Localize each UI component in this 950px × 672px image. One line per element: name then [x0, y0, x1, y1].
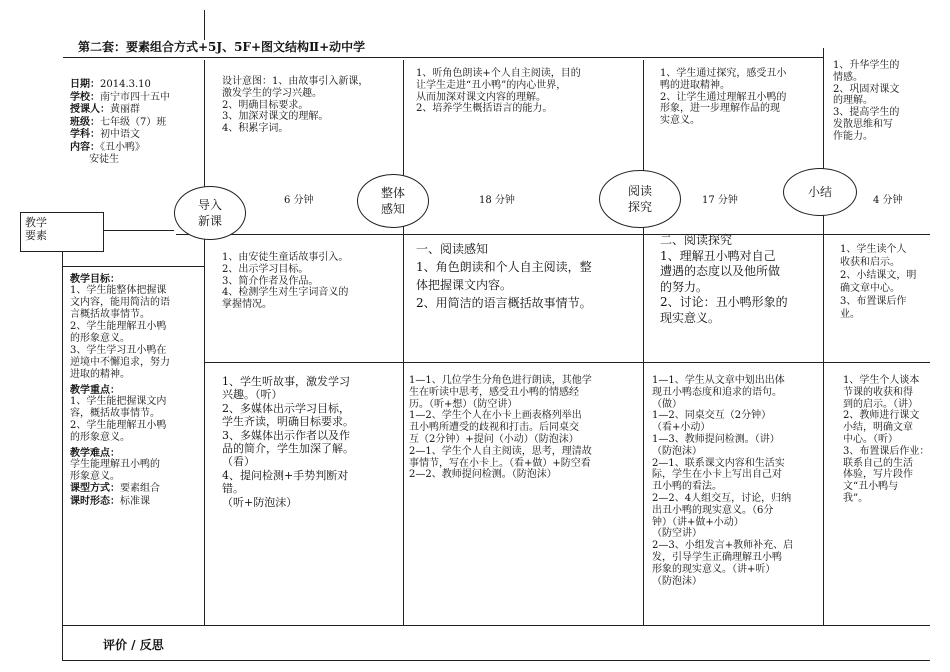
teaching-element-box: 教学 要素 — [20, 212, 104, 252]
element-connector — [104, 230, 174, 231]
left-horizontal-line — [62, 266, 204, 267]
top-text-col4: 1、升华学生的 情感。 2、巩固对课文 的理解。 3、提高学生的 发散思维和写 作能力。 — [833, 60, 900, 142]
objective-body: 1、学生能整体把握课 文内容，能用简洁的语 言概括故事情节。 2、学生能理解丑小鸭 的形象意义。 3、学生学习丑小鸭在 逆境中不懈追求，努力 进取的精神。 — [70, 285, 170, 380]
stage-overall-ellipse: 整体 感知 — [357, 174, 429, 228]
course-type: 课型方式：要素组合 — [70, 483, 160, 494]
mid-text-col3: 二、阅读探究 1、理解丑小鸭对自己 遭遇的态度以及他所做 的努力。 2、讨论：丑小鸭形象的 现实意义。 — [660, 233, 788, 325]
duration-summary: 4 分钟 — [871, 191, 905, 206]
stage-intro-ellipse: 导入 新课 — [174, 186, 246, 240]
divider-col3 — [823, 48, 824, 625]
divider-col0 — [204, 60, 205, 625]
stage-summary-ellipse: 小结 — [783, 168, 857, 216]
evaluation-label: 评价 / 反思 — [103, 638, 164, 652]
info-teacher: 授课人：黄丽群 — [70, 104, 140, 115]
key-point-heading: 教学重点： — [70, 385, 120, 396]
divider-col1 — [403, 60, 404, 625]
left-margin-line-top — [204, 10, 205, 40]
divider-col2 — [643, 60, 644, 625]
timeline-line — [176, 234, 930, 235]
mid-text-col1: 1、由安徒生童话故事引入。 2、出示学习目标。 3、简介作者及作品。 4、检测学生对生字词音义的 掌握情况。 — [222, 252, 349, 311]
info-content: 内容：《丑小鸭》 安徒生 — [70, 141, 145, 165]
top-text-col2: 1、听角色朗读+个人自主阅读，目的 让学生走进“丑小鸭”的内心世界， 从而加深对课文内容的理解。 2、培养学生概括语言的能力。 — [416, 68, 581, 115]
objectives-block — [70, 270, 202, 508]
bottom-text-col3: 1—1、学生从文章中划出出体 现丑小鸭态度和追求的语句。 （做） 1—2、同桌交互（2分钟） （看+小动） 1—3、教师提问检测。（讲） （防泡沫） 2—1、联系课文内容和生活实 际，学生在小卡上写出自己对 丑小鸭的看法。 2—2、4人组交互，讨论，归纳 出丑小鸭的现实意义。（6分 钟）（讲+做+小动） （防空讲） 2—3、小组发言+教师补充、启 发，引导学生正确理解丑小鸭 形象的现实意义。（讲+听） （防泡沫） — [652, 375, 794, 587]
bottom-text-col4: 1、学生个人谈本 节课的收获和得 到的启示。（讲） 2、教师进行课文 小结，明确文章 中心。（听） 3、布置课后作业： 联系自己的生活 体验，写片段作 文“丑小鸭与 我”。 — [843, 375, 930, 504]
difficulty-body: 学生能理解丑小鸭的 形象意义。 — [70, 459, 160, 482]
info-school: 学校：南宁市四十五中 — [70, 91, 170, 103]
mid-text-col4: 1、学生读个人 收获和启示。 2、小结课文，明 确文章中心。 3、布置课后作 业。 — [840, 244, 917, 320]
page-title: 第二套：要素组合方式+5J、5F+图文结构Ⅱ+动中学 — [78, 40, 366, 54]
info-date: 日期：2014.3.10 — [70, 79, 151, 90]
info-subject: 学科：初中语文 — [70, 129, 140, 140]
mid-text-col2: 一、阅读感知 1、角色朗读和个人自主阅读，整 体把握课文内容。 2、用简洁的语言概括故事情节。 — [416, 242, 592, 310]
key-point-body: 1、学生能把握课文内 容，概括故事情节。 2、学生能理解丑小鸭 的形象意义。 — [70, 396, 167, 443]
bottom-text-col1: 1、学生听故事，激发学习 兴趣。（听） 2、多媒体出示学习目标， 学生齐读，明确目标要求。 3、多媒体出示作者以及作 品的简介，学生加深了解。 （看） 4、提问检测+手势判断对 错。 （听+防泡沫） — [222, 375, 354, 509]
stage-explore-ellipse: 阅读 探究 — [599, 170, 681, 228]
duration-intro: 6 分钟 — [282, 191, 316, 206]
left-vertical-line — [62, 240, 63, 660]
bottom-text-col2: 1—1、几位学生分角色进行朗读，其他学 生在听读中思考，感受丑小鸭的情感经 历。（听+想）（防空讲） 1—2、学生个人在小卡上画表格列举出 丑小鸭所遭受的歧视和打击。后同桌交 互（2分钟）+提问（小动）（防泡沫） 2—1、学生个人自主阅读，思考，理清故 事情节，写在小卡上。（看+做）+防空看 2—2、教师提问检测。（防泡沫） — [409, 375, 592, 481]
evaluation-line — [62, 660, 930, 661]
duration-explore: 17 分钟 — [700, 191, 740, 206]
info-class: 班级：七年级（7）班 — [70, 116, 167, 128]
design-intent-text: 设计意图：1、由故事引入新课， 激发学生的学习兴趣。 2、明确目标要求。 3、加深对课文的理解。 4、积累字词。 — [222, 76, 369, 135]
middle-divider-line — [204, 362, 930, 363]
objective-heading: 教学目标： — [70, 274, 120, 285]
difficulty-heading: 教学难点： — [70, 448, 120, 459]
class-form: 课时形态：标准课 — [70, 495, 150, 507]
info-block — [70, 79, 202, 167]
top-text-col3: 1、学生通过探究，感受丑小 鸭的进取精神。 2、让学生通过理解丑小鸭的 形象，进一步理解作品的现 实意义。 — [660, 68, 787, 127]
title-underline — [63, 57, 823, 58]
duration-overall: 18 分钟 — [477, 191, 517, 206]
bottom-divider-line — [62, 625, 930, 626]
